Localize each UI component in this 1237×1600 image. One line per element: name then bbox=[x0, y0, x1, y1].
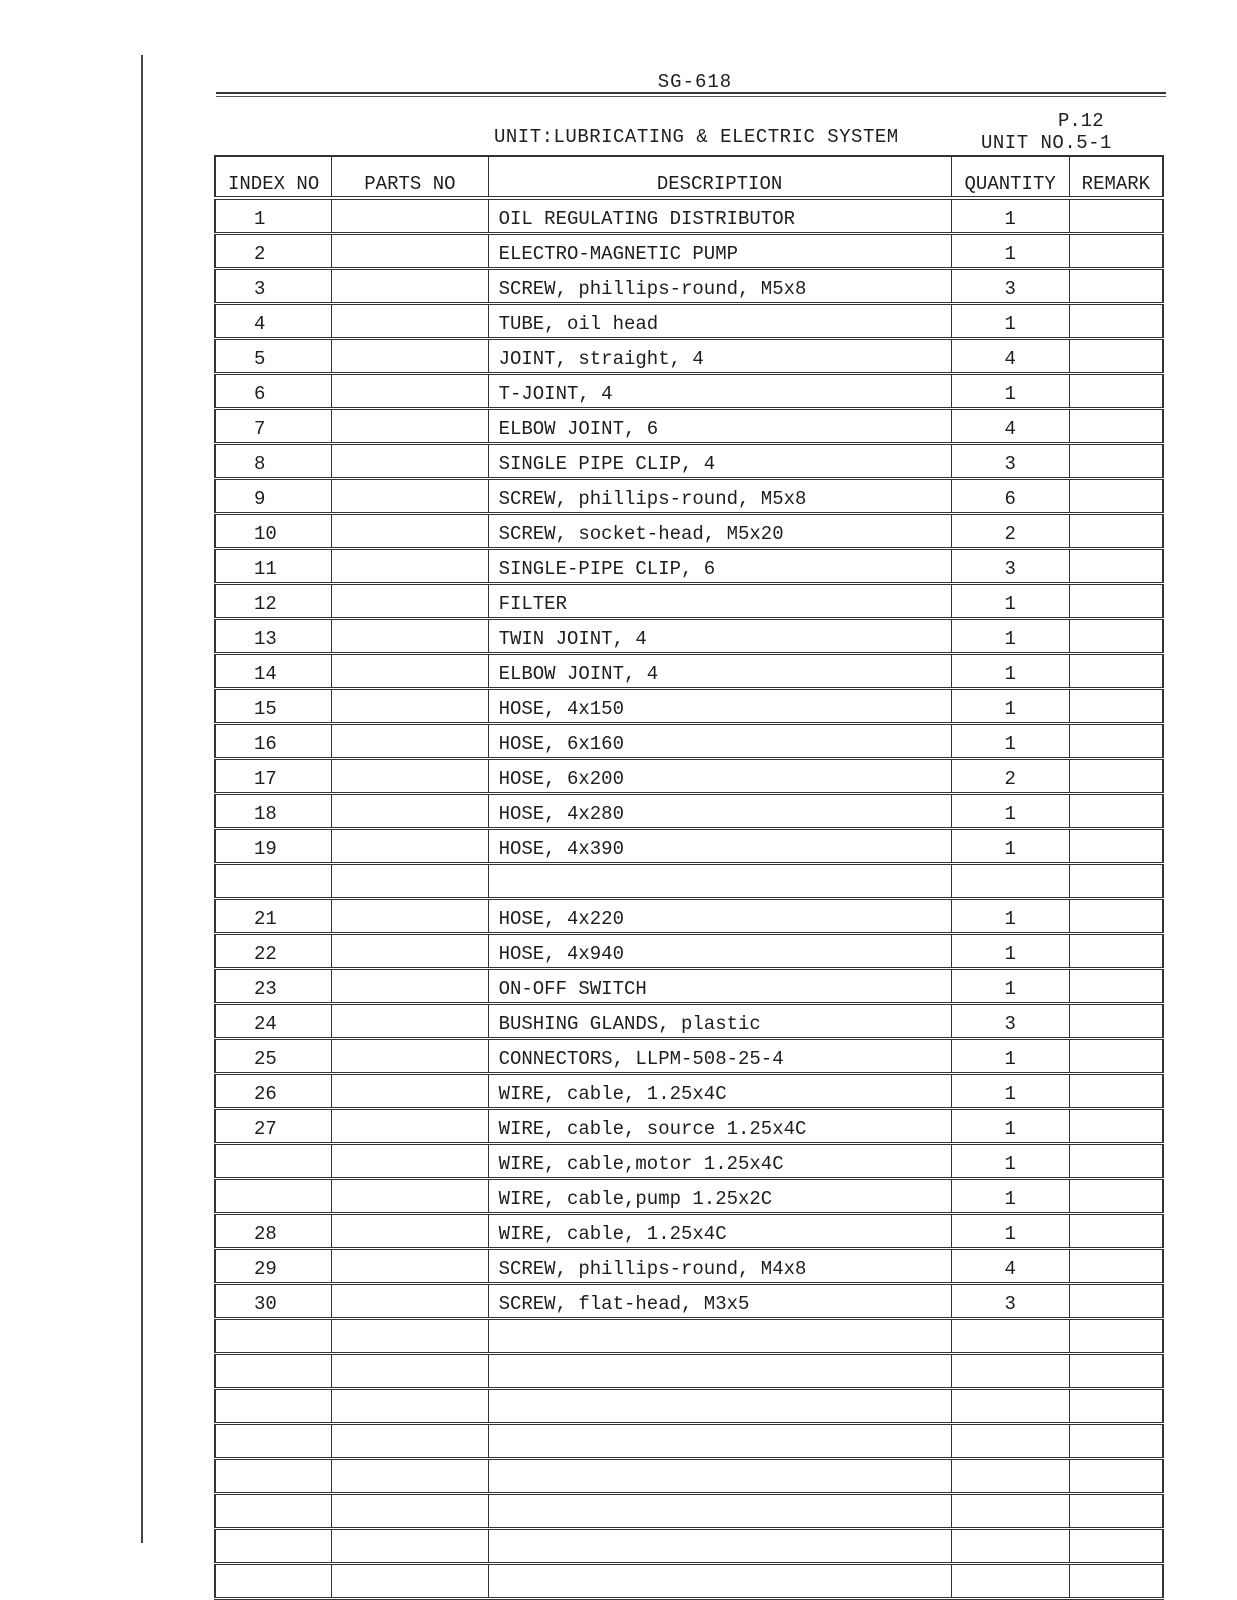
quantity-cell: 4 bbox=[951, 339, 1069, 374]
remark-cell bbox=[1069, 1214, 1163, 1249]
parts-no-cell bbox=[332, 1109, 488, 1144]
parts-no-cell bbox=[332, 934, 488, 969]
index-cell: 5 bbox=[215, 339, 332, 374]
quantity-cell: 1 bbox=[951, 234, 1069, 269]
table-row bbox=[215, 1389, 1163, 1424]
index-cell: 9 bbox=[215, 479, 332, 514]
description-cell bbox=[488, 1494, 951, 1529]
quantity-cell: 1 bbox=[951, 1039, 1069, 1074]
table-row bbox=[215, 1039, 1163, 1074]
remark-cell bbox=[1069, 549, 1163, 584]
remark-cell bbox=[1069, 654, 1163, 689]
parts-no-cell bbox=[332, 444, 488, 479]
table-row bbox=[215, 759, 1163, 794]
unit-number: UNIT NO.5-1 bbox=[981, 132, 1112, 154]
index-cell: 25 bbox=[215, 1039, 332, 1074]
column-header-description: DESCRIPTION bbox=[488, 156, 951, 198]
remark-cell bbox=[1069, 1179, 1163, 1214]
index-cell: 13 bbox=[215, 619, 332, 654]
index-cell bbox=[215, 1424, 332, 1459]
remark-cell bbox=[1069, 584, 1163, 619]
parts-no-cell bbox=[332, 374, 488, 409]
parts-no-cell bbox=[332, 969, 488, 1004]
remark-cell bbox=[1069, 1389, 1163, 1424]
remark-cell bbox=[1069, 759, 1163, 794]
index-cell: 27 bbox=[215, 1109, 332, 1144]
table-row bbox=[215, 269, 1163, 304]
remark-cell bbox=[1069, 444, 1163, 479]
parts-no-cell bbox=[332, 1494, 488, 1529]
parts-no-cell bbox=[332, 654, 488, 689]
quantity-cell bbox=[951, 1389, 1069, 1424]
description-cell bbox=[488, 1319, 951, 1354]
quantity-cell: 1 bbox=[951, 374, 1069, 409]
description-cell: SCREW, socket-head, M5x20 bbox=[488, 514, 951, 549]
index-cell bbox=[215, 1459, 332, 1494]
parts-no-cell bbox=[332, 1459, 488, 1494]
description-cell: HOSE, 4x390 bbox=[488, 829, 951, 864]
table-row bbox=[215, 1284, 1163, 1319]
quantity-cell: 1 bbox=[951, 899, 1069, 934]
table-row bbox=[215, 444, 1163, 479]
index-cell: 23 bbox=[215, 969, 332, 1004]
description-cell: HOSE, 4x150 bbox=[488, 689, 951, 724]
quantity-cell bbox=[951, 1319, 1069, 1354]
quantity-cell: 1 bbox=[951, 1214, 1069, 1249]
table-row bbox=[215, 1354, 1163, 1389]
description-cell: HOSE, 4x940 bbox=[488, 934, 951, 969]
table-row bbox=[215, 934, 1163, 969]
index-cell bbox=[215, 1529, 332, 1564]
description-cell bbox=[488, 1354, 951, 1389]
parts-no-cell bbox=[332, 1354, 488, 1389]
remark-cell bbox=[1069, 619, 1163, 654]
quantity-cell: 1 bbox=[951, 619, 1069, 654]
quantity-cell bbox=[951, 1354, 1069, 1389]
quantity-cell: 4 bbox=[951, 409, 1069, 444]
description-cell bbox=[488, 1529, 951, 1564]
parts-no-cell bbox=[332, 1284, 488, 1319]
index-cell: 24 bbox=[215, 1004, 332, 1039]
index-cell: 3 bbox=[215, 269, 332, 304]
description-cell: WIRE, cable, 1.25x4C bbox=[488, 1074, 951, 1109]
index-cell: 22 bbox=[215, 934, 332, 969]
unit-title: UNIT:LUBRICATING & ELECTRIC SYSTEM bbox=[494, 126, 899, 148]
index-cell: 1 bbox=[215, 198, 332, 234]
column-header-index-no: INDEX NO bbox=[215, 156, 332, 198]
column-header-quantity: QUANTITY bbox=[951, 156, 1069, 198]
header-rule bbox=[216, 92, 1166, 97]
quantity-cell: 1 bbox=[951, 1179, 1069, 1214]
quantity-cell: 1 bbox=[951, 794, 1069, 829]
table-row bbox=[215, 374, 1163, 409]
table-row bbox=[215, 339, 1163, 374]
remark-cell bbox=[1069, 339, 1163, 374]
description-cell: WIRE, cable, source 1.25x4C bbox=[488, 1109, 951, 1144]
parts-no-cell bbox=[332, 234, 488, 269]
index-cell bbox=[215, 1179, 332, 1214]
remark-cell bbox=[1069, 1039, 1163, 1074]
description-cell: ON-OFF SWITCH bbox=[488, 969, 951, 1004]
description-cell: WIRE, cable, 1.25x4C bbox=[488, 1214, 951, 1249]
index-cell: 15 bbox=[215, 689, 332, 724]
quantity-cell: 1 bbox=[951, 724, 1069, 759]
remark-cell bbox=[1069, 864, 1163, 899]
index-cell bbox=[215, 1354, 332, 1389]
remark-cell bbox=[1069, 409, 1163, 444]
description-cell: ELBOW JOINT, 6 bbox=[488, 409, 951, 444]
parts-no-cell bbox=[332, 479, 488, 514]
description-cell: WIRE, cable,pump 1.25x2C bbox=[488, 1179, 951, 1214]
parts-no-cell bbox=[332, 269, 488, 304]
table-row bbox=[215, 794, 1163, 829]
quantity-cell bbox=[951, 1459, 1069, 1494]
description-cell: FILTER bbox=[488, 584, 951, 619]
parts-no-cell bbox=[332, 409, 488, 444]
table-row bbox=[215, 1004, 1163, 1039]
remark-cell bbox=[1069, 1074, 1163, 1109]
quantity-cell bbox=[951, 1564, 1069, 1599]
index-cell: 30 bbox=[215, 1284, 332, 1319]
header-row bbox=[215, 156, 1163, 198]
quantity-cell: 1 bbox=[951, 654, 1069, 689]
table-row bbox=[215, 1494, 1163, 1529]
index-cell: 26 bbox=[215, 1074, 332, 1109]
table-row bbox=[215, 864, 1163, 899]
remark-cell bbox=[1069, 198, 1163, 234]
quantity-cell bbox=[951, 1494, 1069, 1529]
index-cell: 16 bbox=[215, 724, 332, 759]
quantity-cell: 3 bbox=[951, 269, 1069, 304]
description-cell: SCREW, phillips-round, M5x8 bbox=[488, 479, 951, 514]
quantity-cell: 1 bbox=[951, 829, 1069, 864]
remark-cell bbox=[1069, 1004, 1163, 1039]
remark-cell bbox=[1069, 479, 1163, 514]
binding-margin-line bbox=[141, 55, 143, 1543]
parts-no-cell bbox=[332, 1424, 488, 1459]
index-cell bbox=[215, 1389, 332, 1424]
quantity-cell: 1 bbox=[951, 198, 1069, 234]
description-cell bbox=[488, 1564, 951, 1599]
parts-no-cell bbox=[332, 1529, 488, 1564]
column-header-parts-no: PARTS NO bbox=[332, 156, 488, 198]
table-row bbox=[215, 304, 1163, 339]
table-body bbox=[215, 198, 1163, 1599]
quantity-cell: 1 bbox=[951, 934, 1069, 969]
index-cell: 6 bbox=[215, 374, 332, 409]
remark-cell bbox=[1069, 1354, 1163, 1389]
table-row bbox=[215, 689, 1163, 724]
remark-cell bbox=[1069, 794, 1163, 829]
index-cell: 21 bbox=[215, 899, 332, 934]
parts-no-cell bbox=[332, 619, 488, 654]
index-cell bbox=[215, 1144, 332, 1179]
quantity-cell: 2 bbox=[951, 514, 1069, 549]
parts-no-cell bbox=[332, 514, 488, 549]
description-cell: HOSE, 6x160 bbox=[488, 724, 951, 759]
document-code: SG-618 bbox=[657, 71, 733, 93]
parts-no-cell bbox=[332, 1319, 488, 1354]
description-cell: JOINT, straight, 4 bbox=[488, 339, 951, 374]
table-row bbox=[215, 1424, 1163, 1459]
table-row bbox=[215, 969, 1163, 1004]
quantity-cell: 3 bbox=[951, 444, 1069, 479]
parts-no-cell bbox=[332, 198, 488, 234]
parts-list-table bbox=[214, 155, 1164, 1600]
parts-no-cell bbox=[332, 899, 488, 934]
table-row bbox=[215, 479, 1163, 514]
description-cell: CONNECTORS, LLPM-508-25-4 bbox=[488, 1039, 951, 1074]
remark-cell bbox=[1069, 1529, 1163, 1564]
quantity-cell: 3 bbox=[951, 1284, 1069, 1319]
description-cell: WIRE, cable,motor 1.25x4C bbox=[488, 1144, 951, 1179]
quantity-cell: 1 bbox=[951, 584, 1069, 619]
table-row bbox=[215, 829, 1163, 864]
parts-no-cell bbox=[332, 584, 488, 619]
parts-no-cell bbox=[332, 1039, 488, 1074]
table-row bbox=[215, 1109, 1163, 1144]
remark-cell bbox=[1069, 1109, 1163, 1144]
parts-no-cell bbox=[332, 549, 488, 584]
table-row bbox=[215, 619, 1163, 654]
description-cell: OIL REGULATING DISTRIBUTOR bbox=[488, 198, 951, 234]
description-cell: SINGLE PIPE CLIP, 4 bbox=[488, 444, 951, 479]
table-row bbox=[215, 654, 1163, 689]
description-cell: T-JOINT, 4 bbox=[488, 374, 951, 409]
parts-no-cell bbox=[332, 1564, 488, 1599]
index-cell: 29 bbox=[215, 1249, 332, 1284]
remark-cell bbox=[1069, 724, 1163, 759]
description-cell bbox=[488, 864, 951, 899]
remark-cell bbox=[1069, 1424, 1163, 1459]
quantity-cell: 1 bbox=[951, 1144, 1069, 1179]
remark-cell bbox=[1069, 1284, 1163, 1319]
parts-no-cell bbox=[332, 829, 488, 864]
index-cell: 10 bbox=[215, 514, 332, 549]
table-row bbox=[215, 1459, 1163, 1494]
quantity-cell: 1 bbox=[951, 1074, 1069, 1109]
index-cell: 8 bbox=[215, 444, 332, 479]
quantity-cell bbox=[951, 1529, 1069, 1564]
parts-no-cell bbox=[332, 794, 488, 829]
description-cell: HOSE, 4x280 bbox=[488, 794, 951, 829]
table-row bbox=[215, 1529, 1163, 1564]
remark-cell bbox=[1069, 269, 1163, 304]
parts-no-cell bbox=[332, 724, 488, 759]
index-cell: 11 bbox=[215, 549, 332, 584]
table-row bbox=[215, 1179, 1163, 1214]
table-row bbox=[215, 549, 1163, 584]
description-cell: BUSHING GLANDS, plastic bbox=[488, 1004, 951, 1039]
index-cell bbox=[215, 1319, 332, 1354]
remark-cell bbox=[1069, 1319, 1163, 1354]
index-cell bbox=[215, 864, 332, 899]
quantity-cell: 1 bbox=[951, 304, 1069, 339]
index-cell bbox=[215, 1494, 332, 1529]
table-row bbox=[215, 584, 1163, 619]
parts-no-cell bbox=[332, 1249, 488, 1284]
quantity-cell: 4 bbox=[951, 1249, 1069, 1284]
table-row bbox=[215, 1564, 1163, 1599]
description-cell: SCREW, flat-head, M3x5 bbox=[488, 1284, 951, 1319]
description-cell: ELBOW JOINT, 4 bbox=[488, 654, 951, 689]
table-row bbox=[215, 724, 1163, 759]
remark-cell bbox=[1069, 1494, 1163, 1529]
remark-cell bbox=[1069, 969, 1163, 1004]
remark-cell bbox=[1069, 1249, 1163, 1284]
description-cell: SINGLE-PIPE CLIP, 6 bbox=[488, 549, 951, 584]
remark-cell bbox=[1069, 234, 1163, 269]
quantity-cell: 1 bbox=[951, 689, 1069, 724]
remark-cell bbox=[1069, 899, 1163, 934]
parts-no-cell bbox=[332, 1004, 488, 1039]
parts-no-cell bbox=[332, 1074, 488, 1109]
index-cell: 2 bbox=[215, 234, 332, 269]
column-header-remark: REMARK bbox=[1069, 156, 1163, 198]
quantity-cell: 2 bbox=[951, 759, 1069, 794]
parts-no-cell bbox=[332, 1179, 488, 1214]
remark-cell bbox=[1069, 1564, 1163, 1599]
index-cell: 28 bbox=[215, 1214, 332, 1249]
parts-no-cell bbox=[332, 1144, 488, 1179]
table-header bbox=[215, 156, 1163, 198]
parts-no-cell bbox=[332, 1389, 488, 1424]
description-cell bbox=[488, 1424, 951, 1459]
quantity-cell: 1 bbox=[951, 969, 1069, 1004]
quantity-cell: 6 bbox=[951, 479, 1069, 514]
table-row bbox=[215, 1319, 1163, 1354]
quantity-cell: 3 bbox=[951, 549, 1069, 584]
index-cell: 18 bbox=[215, 794, 332, 829]
table-row bbox=[215, 198, 1163, 234]
index-cell bbox=[215, 1564, 332, 1599]
table-row bbox=[215, 1144, 1163, 1179]
parts-no-cell bbox=[332, 304, 488, 339]
description-cell: HOSE, 4x220 bbox=[488, 899, 951, 934]
table-row bbox=[215, 1074, 1163, 1109]
index-cell: 14 bbox=[215, 654, 332, 689]
remark-cell bbox=[1069, 304, 1163, 339]
parts-no-cell bbox=[332, 689, 488, 724]
table-row bbox=[215, 1249, 1163, 1284]
page-number: P.12 bbox=[1058, 110, 1104, 132]
description-cell: ELECTRO-MAGNETIC PUMP bbox=[488, 234, 951, 269]
index-cell: 19 bbox=[215, 829, 332, 864]
table-row bbox=[215, 409, 1163, 444]
remark-cell bbox=[1069, 514, 1163, 549]
remark-cell bbox=[1069, 1459, 1163, 1494]
parts-no-cell bbox=[332, 864, 488, 899]
description-cell bbox=[488, 1389, 951, 1424]
description-cell: TUBE, oil head bbox=[488, 304, 951, 339]
table-row bbox=[215, 899, 1163, 934]
parts-no-cell bbox=[332, 759, 488, 794]
remark-cell bbox=[1069, 829, 1163, 864]
quantity-cell bbox=[951, 864, 1069, 899]
index-cell: 7 bbox=[215, 409, 332, 444]
remark-cell bbox=[1069, 1144, 1163, 1179]
quantity-cell: 3 bbox=[951, 1004, 1069, 1039]
remark-cell bbox=[1069, 934, 1163, 969]
description-cell: SCREW, phillips-round, M4x8 bbox=[488, 1249, 951, 1284]
description-cell: TWIN JOINT, 4 bbox=[488, 619, 951, 654]
index-cell: 12 bbox=[215, 584, 332, 619]
quantity-cell bbox=[951, 1424, 1069, 1459]
remark-cell bbox=[1069, 689, 1163, 724]
description-cell bbox=[488, 1459, 951, 1494]
remark-cell bbox=[1069, 374, 1163, 409]
parts-no-cell bbox=[332, 339, 488, 374]
quantity-cell: 1 bbox=[951, 1109, 1069, 1144]
parts-no-cell bbox=[332, 1214, 488, 1249]
description-cell: SCREW, phillips-round, M5x8 bbox=[488, 269, 951, 304]
description-cell: HOSE, 6x200 bbox=[488, 759, 951, 794]
table-row bbox=[215, 234, 1163, 269]
table-row bbox=[215, 514, 1163, 549]
index-cell: 4 bbox=[215, 304, 332, 339]
index-cell: 17 bbox=[215, 759, 332, 794]
table-row bbox=[215, 1214, 1163, 1249]
